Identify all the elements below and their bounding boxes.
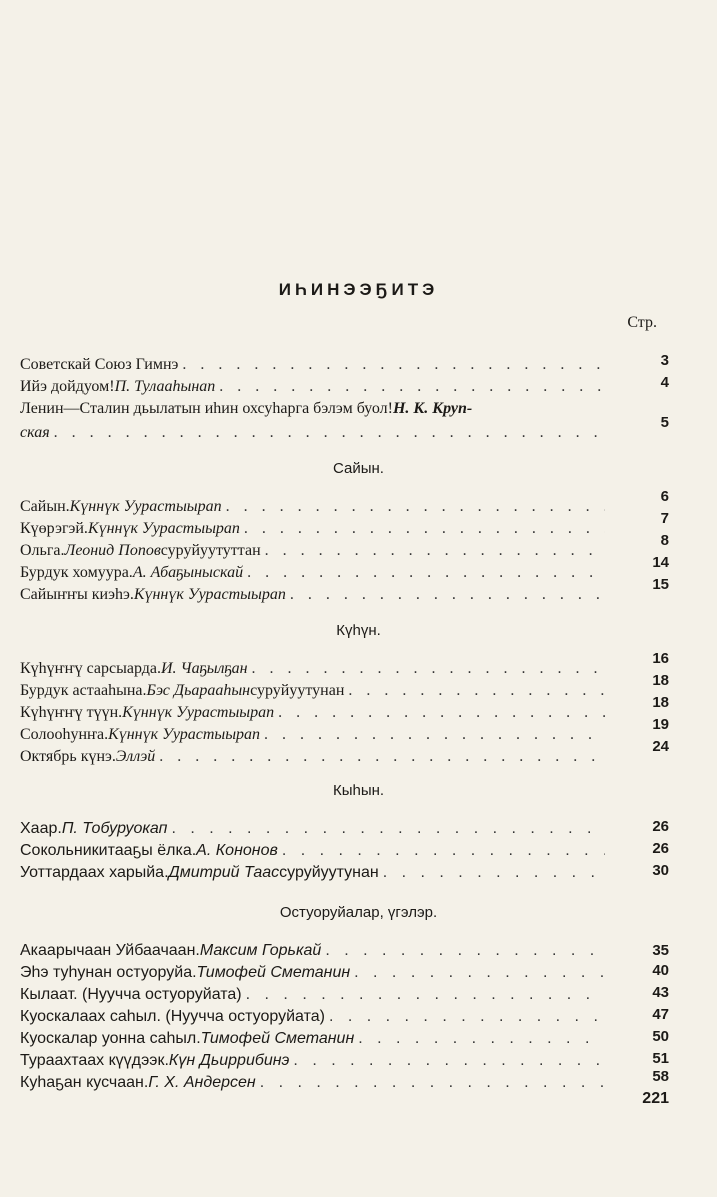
page-number: 18 [652, 672, 669, 689]
leader-dots [358, 1030, 605, 1048]
toc-entry: Күөрэгэй. Күннүк Уурастыырап . . . [20, 520, 605, 542]
page-number: 35 [652, 942, 669, 959]
page-number: 58 [652, 1068, 669, 1085]
leader-dots [383, 864, 605, 882]
page-number: 47 [652, 1006, 669, 1023]
toc-entry: Кылаат. (Нууччa остуоруйата) . . . [20, 986, 605, 1008]
leader-dots [325, 942, 605, 960]
leader-dots [293, 1052, 605, 1070]
leader-dots [171, 820, 605, 838]
page-number: 6 [660, 488, 669, 505]
toc-entry: Бурдук астааһына. Бэс Дьарааһын суруйуутунан . . . [20, 682, 605, 704]
leader-dots [354, 964, 605, 982]
page-number: 16 [652, 650, 669, 667]
toc-entry: Куоскалаах саһыл. (Нууччa остуоруйата) . . . [20, 1008, 605, 1030]
page-number: 30 [652, 862, 669, 879]
page-title: ИҺИНЭЭҔИТЭ [278, 280, 439, 299]
toc-entry: Сайын. Күннүк Уурастыырап . . . [20, 498, 605, 520]
toc-entry: Куһаҕан кусчаан. Г. Х. Андерсен . . . [20, 1074, 605, 1096]
page-number: 18 [652, 694, 669, 711]
page-number: 5 [660, 414, 669, 431]
leader-dots [159, 748, 605, 766]
toc-entry: Тураахтаах күүдээк. Күн Дьиррибинэ . . . [20, 1052, 605, 1074]
leader-dots [264, 726, 605, 744]
page-number: 19 [652, 716, 669, 733]
toc-entry: Хаар. П. Тобуруокап . . . [20, 820, 605, 842]
page-number: 3 [660, 352, 669, 369]
toc-entry: Куоскалар уонна саһыл. Тимофей Сметанин . . . [20, 1030, 605, 1052]
leader-dots [246, 986, 605, 1004]
page-number: 51 [652, 1050, 669, 1067]
leader-dots [182, 356, 605, 374]
leader-dots [265, 542, 605, 560]
page-number: 24 [652, 738, 669, 755]
toc-entry: Сокольникитааҕы ёлка. А. Кононов . . . [20, 842, 605, 864]
page-number: 43 [652, 984, 669, 1001]
page-number: 40 [652, 962, 669, 979]
leader-dots [282, 842, 605, 860]
section-title: Сайын. [333, 460, 384, 477]
page-number: 15 [652, 576, 669, 593]
toc-entry: Ольга. Леонид Попов суруйуутуттан . . . [20, 542, 605, 564]
page-number: 26 [652, 818, 669, 835]
leader-dots [252, 660, 605, 678]
leader-dots [247, 564, 605, 582]
toc-entry: Күһүҥҥү түүн. Күннүк Уурастыырап . . . [20, 704, 605, 726]
leader-dots [290, 586, 605, 604]
leader-dots [54, 424, 605, 442]
toc-entry: Солооһунҥа. Күннүк Уурастыырап . . . [20, 726, 605, 748]
leader-dots [226, 498, 605, 516]
page-column-header: Стр. [627, 314, 657, 331]
toc-entry: Күһүҥҥү сарсыарда. И. Чаҕылҕан . . . [20, 660, 605, 682]
toc-entry: Эһэ туһунан остуоруйа. Тимофей Сметанин . . . [20, 964, 605, 986]
leader-dots [329, 1008, 605, 1026]
toc-entry: Октябрь күнэ. Эллэй . . . [20, 748, 605, 770]
section-title: Күһүн. [336, 622, 381, 639]
leader-dots [278, 704, 605, 722]
toc-entry: Бурдук хомуура. А. Абаҕыныскай . . . [20, 564, 605, 586]
section-title: Кыһын. [332, 782, 385, 799]
page-number: 8 [660, 532, 669, 549]
leader-dots [260, 1074, 605, 1092]
toc-entry: Ийэ дойдуом! П. Тулааһынап . . . [20, 378, 605, 400]
toc-entry: Ленин—Сталин дьылатын иһин охсуһарга бэлэм буол! Н. К. Круп- [20, 400, 473, 417]
toc-entry-continuation: ская . . . [20, 424, 605, 446]
toc-entry: Советскай Союз Гимнэ . . . [20, 356, 605, 378]
page-number: 7 [660, 510, 669, 527]
page-number: 26 [652, 840, 669, 857]
toc-entry: Сайыҥҥы киэһэ. Күннүк Уурастыырап . . . [20, 586, 605, 608]
page-number: 4 [660, 374, 669, 391]
section-title: Остуоруйалар, үгэлэр. [279, 904, 438, 921]
page-number: 50 [652, 1028, 669, 1045]
toc-entry: Акаарычаан Уйбаачаан. Максим Горькай . . . [20, 942, 605, 964]
leader-dots [348, 682, 605, 700]
leader-dots [244, 520, 605, 538]
leader-dots [219, 378, 605, 396]
toc-entry: Уоттардаах харыйа. Дмитрий Таас суруйуутунан . . . [20, 864, 605, 886]
folio-page-number: 221 [642, 1090, 669, 1107]
page-number: 14 [652, 554, 669, 571]
